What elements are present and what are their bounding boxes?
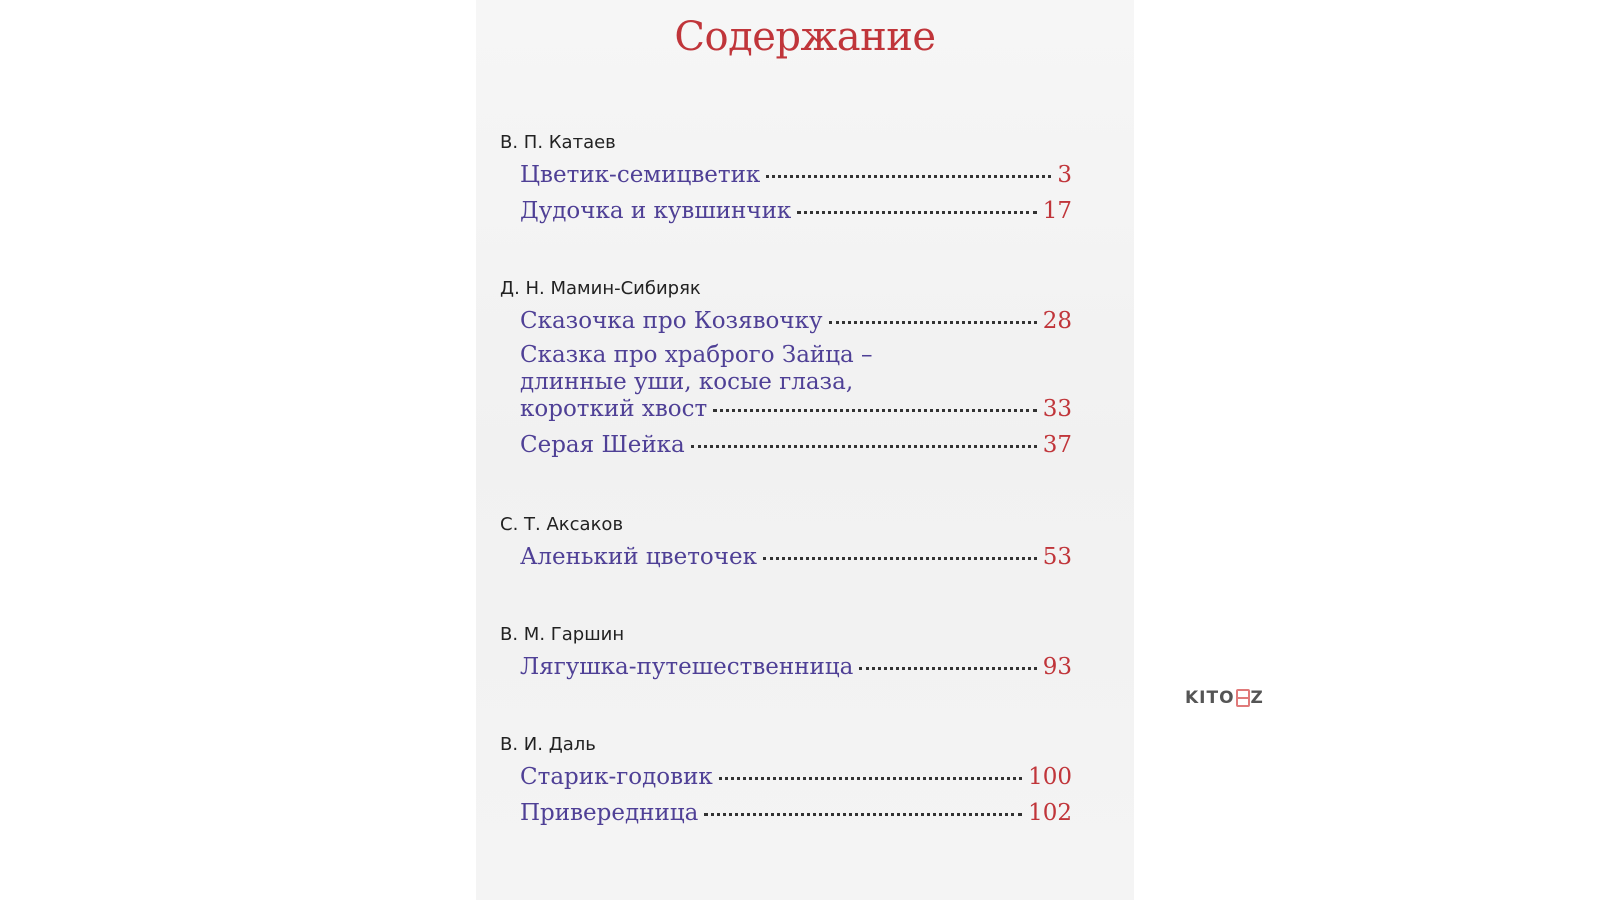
entry-title: Привередница — [520, 800, 699, 826]
entry-title: Цветик-семицветик — [520, 162, 761, 188]
toc-entry[interactable] — [520, 162, 1072, 192]
dot-leader — [691, 445, 1037, 448]
entry-title: Серая Шейка — [520, 432, 685, 458]
dot-leader — [797, 211, 1036, 214]
author-kataev: В. П. Катаев — [500, 132, 616, 153]
author-mamin-sibiryak: Д. Н. Мамин-Сибиряк — [500, 278, 701, 299]
entry-page: 17 — [1042, 198, 1072, 224]
entry-page: 28 — [1042, 308, 1072, 334]
toc-entry[interactable] — [520, 544, 1072, 574]
toc-entry[interactable] — [520, 432, 1072, 462]
toc-entry[interactable] — [520, 308, 1072, 338]
entry-page: 102 — [1028, 800, 1072, 826]
entry-title: Аленький цветочек — [520, 544, 757, 570]
dot-leader — [713, 409, 1036, 412]
book-page — [476, 0, 1134, 900]
toc-title: Содержание — [674, 14, 936, 60]
toc-entry[interactable] — [520, 800, 1072, 830]
dot-leader — [766, 175, 1051, 178]
entry-title-line: длинные уши, косые глаза, — [520, 369, 854, 395]
author-garshin: В. М. Гаршин — [500, 624, 625, 645]
entry-page: 93 — [1042, 654, 1072, 680]
author-dal: В. И. Даль — [500, 734, 596, 755]
dot-leader — [763, 557, 1037, 560]
entry-page: 33 — [1042, 396, 1072, 422]
dot-leader — [829, 321, 1037, 324]
entry-title: короткий хвост — [520, 396, 708, 422]
entry-page: 3 — [1057, 162, 1072, 188]
book-icon — [1236, 689, 1250, 707]
entry-title: Сказочка про Козявочку — [520, 308, 823, 334]
dot-leader — [859, 667, 1036, 670]
entry-title-line: Сказка про храброго Зайца – — [520, 342, 873, 368]
entry-page: 100 — [1028, 764, 1072, 790]
watermark-logo — [1185, 688, 1264, 708]
entry-page: 53 — [1042, 544, 1072, 570]
toc-entry[interactable] — [520, 396, 1072, 426]
toc-entry[interactable] — [520, 198, 1072, 228]
entry-title: Лягушка-путешественница — [520, 654, 854, 680]
entry-title: Дудочка и кувшинчик — [520, 198, 792, 224]
entry-page: 37 — [1042, 432, 1072, 458]
entry-title: Старик-годовик — [520, 764, 713, 790]
watermark-left: KITO — [1185, 688, 1235, 708]
dot-leader — [704, 813, 1022, 816]
dot-leader — [719, 777, 1022, 780]
watermark-right: Z — [1250, 688, 1264, 708]
author-aksakov: С. Т. Аксаков — [500, 514, 624, 535]
toc-entry[interactable] — [520, 654, 1072, 684]
toc-entry[interactable] — [520, 764, 1072, 794]
